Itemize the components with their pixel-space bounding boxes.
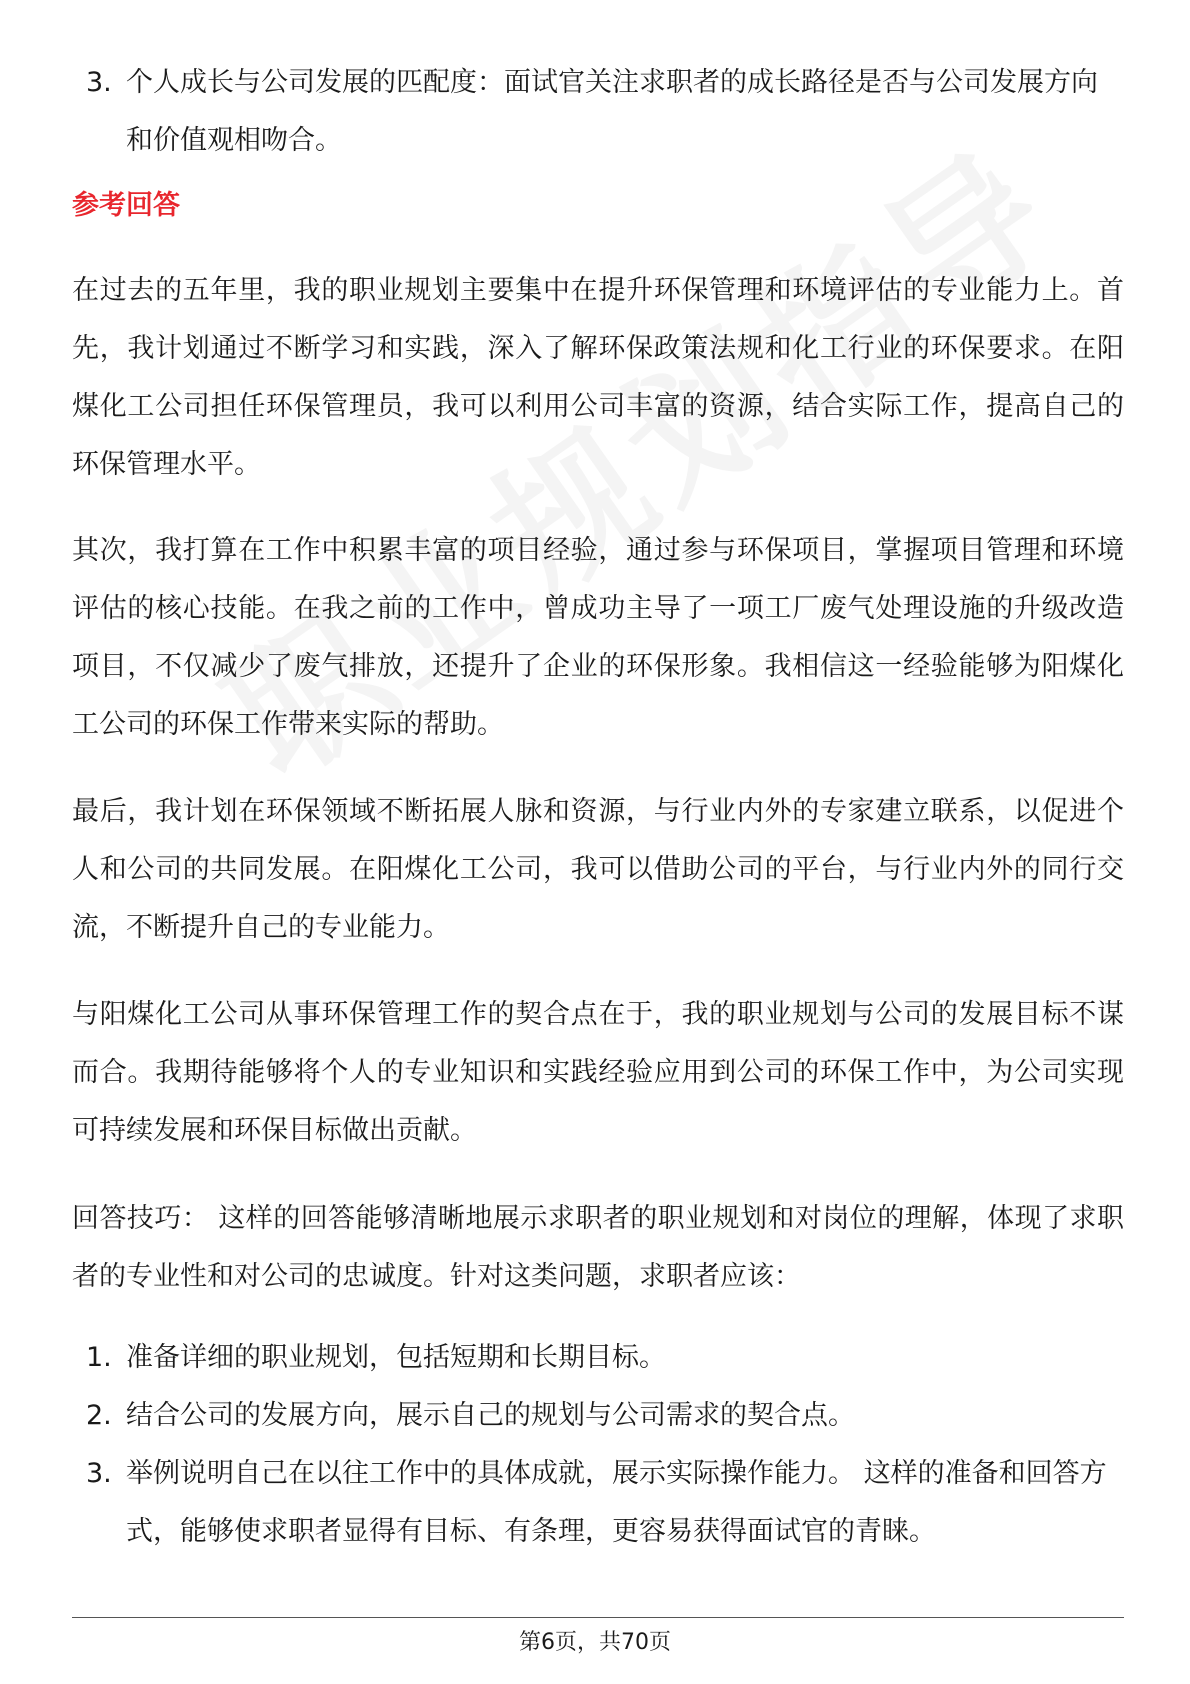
tips-intro-paragraph: 回答技巧： 这样的回答能够清晰地展示求职者的职业规划和对岗位的理解，体现了求职者的专业性和对公司的忠诚度。针对这类问题，求职者应该： bbox=[72, 1203, 1124, 1292]
tips-list bbox=[72, 1329, 1122, 1561]
page-number: 第6页，共70页 bbox=[519, 1630, 671, 1655]
footer-divider bbox=[72, 1617, 1124, 1618]
answer-paragraph: 其次，我打算在工作中积累丰富的项目经验，通过参与环保项目，掌握项目管理和环境评估的核心技能。在我之前的工作中，曾成功主导了一项工厂废气处理设施的升级改造项目，不仅减少了废气排放，还提升了企业的环保形象。我相信这一经验能够为阳煤化工公司的环保工作带来实际的帮助。 bbox=[72, 535, 1124, 740]
list-item bbox=[72, 1387, 1122, 1445]
list-item-text: 举例说明自己在以往工作中的具体成就，展示实际操作能力。 这样的准备和回答方式，能够使求职者显得有目标、有条理，更容易获得面试官的青睐。 bbox=[126, 1458, 1107, 1547]
list-item-text: 结合公司的发展方向，展示自己的规划与公司需求的契合点。 bbox=[126, 1400, 855, 1431]
list-item-text: 准备详细的职业规划，包括短期和长期目标。 bbox=[126, 1342, 666, 1373]
criteria-list bbox=[72, 54, 1122, 170]
answer-paragraph: 与阳煤化工公司从事环保管理工作的契合点在于，我的职业规划与公司的发展目标不谋而合。我期待能够将个人的专业知识和实践经验应用到公司的环保工作中，为公司实现可持续发展和环保目标做出贡献。 bbox=[72, 999, 1124, 1146]
list-item-text: 个人成长与公司发展的匹配度：面试官关注求职者的成长路径是否与公司发展方向和价值观相吻合。 bbox=[126, 67, 1098, 156]
list-item bbox=[72, 1329, 1122, 1387]
list-item-number: 3. bbox=[86, 1458, 112, 1489]
answer-paragraph: 最后，我计划在环保领域不断拓展人脉和资源，与行业内外的专家建立联系，以促进个人和公司的共同发展。在阳煤化工公司，我可以借助公司的平台，与行业内外的同行交流，不断提升自己的专业能力。 bbox=[72, 796, 1124, 943]
list-item-number: 3. bbox=[86, 67, 112, 98]
list-item bbox=[72, 54, 1122, 170]
list-item bbox=[72, 1445, 1122, 1561]
answer-paragraph: 在过去的五年里，我的职业规划主要集中在提升环保管理和环境评估的专业能力上。首先，我计划通过不断学习和实践，深入了解环保政策法规和化工行业的环保要求。在阳煤化工公司担任环保管理员，我可以利用公司丰富的资源，结合实际工作，提高自己的环保管理水平。 bbox=[72, 275, 1124, 480]
list-item-number: 1. bbox=[86, 1342, 112, 1373]
answer-heading: 参考回答 bbox=[72, 190, 180, 221]
list-item-number: 2. bbox=[86, 1400, 112, 1431]
